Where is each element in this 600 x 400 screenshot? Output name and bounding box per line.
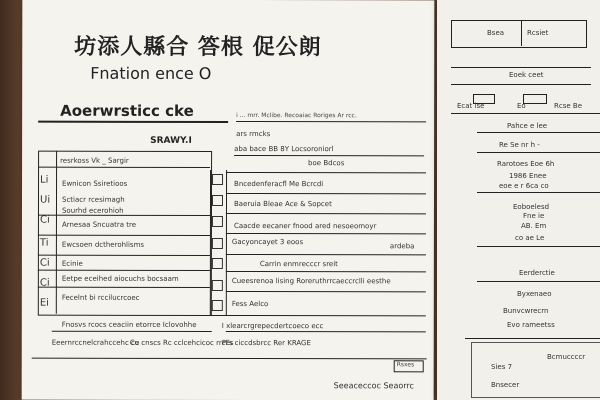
row-mark: Li — [40, 174, 49, 186]
mid-row: ars rmcks — [236, 130, 271, 139]
left-row: Sourhd ecerohioh — [61, 206, 124, 215]
mid-row: boe Bdcos — [308, 159, 345, 168]
side-row-mid: Eo — [517, 102, 526, 110]
side-line: 1986 Enee — [509, 172, 547, 180]
checkbox[interactable] — [212, 195, 223, 206]
side-header-label: Eoek ceet — [509, 71, 544, 79]
mid-row: Baeruia Bleae Ace & Sopcet — [233, 200, 332, 209]
form-title: 坊添人縣合 答根 促公朗 — [74, 34, 322, 61]
mid-row: Gacyoncayet 3 eoos — [231, 238, 304, 247]
side-line: AB. Em — [521, 222, 547, 230]
left-table — [38, 151, 212, 316]
side-line: eoe e r 6ca co — [499, 182, 549, 190]
side-line: Bnsecer — [491, 381, 520, 389]
side-line: Eoboelesd — [513, 203, 550, 211]
side-line: Rarotoes Eoe 6h — [497, 160, 555, 168]
left-row: Ewnicon Ssiretioos — [62, 179, 128, 188]
side-line: Evo rameetss — [507, 321, 555, 329]
side-line: Sies 7 — [491, 363, 513, 371]
side-top-right: Rcsiet — [527, 29, 549, 37]
footer-text: Seeaceccoc Seaorrc — [333, 381, 414, 391]
checkbox[interactable] — [212, 216, 223, 227]
row-mark: Ui — [39, 194, 51, 206]
side-line: Eerderctie — [519, 269, 555, 277]
left-row: Fnosvs rcocs ceaciin etorrce Iclovohhe — [61, 320, 197, 329]
top-right-note: i ... mrr. Mclibe. Recoaiac Roriges Ar rcc. — [236, 112, 357, 120]
mid-row: Bncedenferacfl Me Bcrcdi — [234, 180, 324, 189]
mid-row: I xlearcrgrepecdertcoeco ecc — [221, 321, 324, 331]
row-mark: Ei — [39, 297, 49, 309]
side-line: Fne ie — [523, 212, 545, 220]
mid-row: Cueesrenoa lising Roreruthrrcaeccrclli eesthe — [231, 277, 391, 286]
side-line: Byxenaeo — [517, 290, 552, 298]
form-sheet — [22, 0, 435, 400]
side-line: co ae Le — [515, 234, 545, 242]
mid-row: aba bace BB 8Y Locsoroniorl — [234, 145, 334, 154]
checkbox[interactable] — [212, 174, 223, 185]
side-line: Re Se nr h - — [499, 141, 540, 149]
form-subtitle: Fnation ence O — [90, 63, 212, 83]
section-rule — [38, 121, 228, 123]
left-row: Sctiacr rcesimagh — [61, 195, 125, 204]
footer-box-label: Rsxes — [396, 361, 415, 369]
checkbox[interactable] — [212, 238, 223, 249]
checkbox[interactable] — [212, 300, 223, 311]
mid-side-note: ardeba — [389, 242, 415, 251]
left-row: Ecinie — [61, 259, 83, 268]
left-row: Fecelnt bi rccilucrcoec — [61, 293, 140, 302]
side-row-left: Ecat ise — [457, 102, 485, 110]
mid-row: Caacde eecaner fnood ared nesoeomoyr — [233, 222, 377, 231]
side-top-box — [451, 20, 587, 48]
side-line: Bunvcwrecrn — [503, 307, 549, 315]
side-top-left: Bsea — [487, 29, 505, 37]
left-row: resrkoss Vk _ Sargir — [60, 156, 129, 165]
left-row: Eetpe eceihed aiocuchs bocsaam — [61, 274, 179, 283]
row-mark: Ci — [39, 277, 50, 289]
mid-row: Prs ciccdsbrcc Rer KRAGE — [221, 338, 311, 348]
section-rule-right — [236, 121, 426, 122]
mid-row: Carrin enmrecccr sreit — [259, 260, 338, 269]
side-sheet — [437, 0, 600, 400]
row-mark: Ti — [39, 237, 49, 249]
checkbox[interactable] — [212, 280, 223, 291]
side-line: Bcmuccccr — [547, 353, 586, 361]
mid-row: Fess Aelco — [231, 300, 269, 309]
left-row: Ewcsoen dctherohlisms — [61, 240, 145, 249]
row-mark: Ci — [39, 257, 50, 269]
left-row: Eeernrccnelcrahccehc ce — [51, 338, 140, 347]
side-row-right: Rcse Be — [554, 102, 582, 110]
left-row: Arnesaa Sncuatra tre — [61, 220, 137, 229]
left-table-head: SRAWY.I — [150, 135, 192, 146]
side-line: Pahce e lee — [507, 122, 548, 130]
checkbox[interactable] — [212, 258, 223, 269]
left-row: Cu cnscs Rc cclcehcicoc rrcEs — [129, 338, 234, 348]
section-title: Aoerwrsticc cke — [60, 101, 194, 120]
row-mark: Ci — [39, 214, 50, 226]
